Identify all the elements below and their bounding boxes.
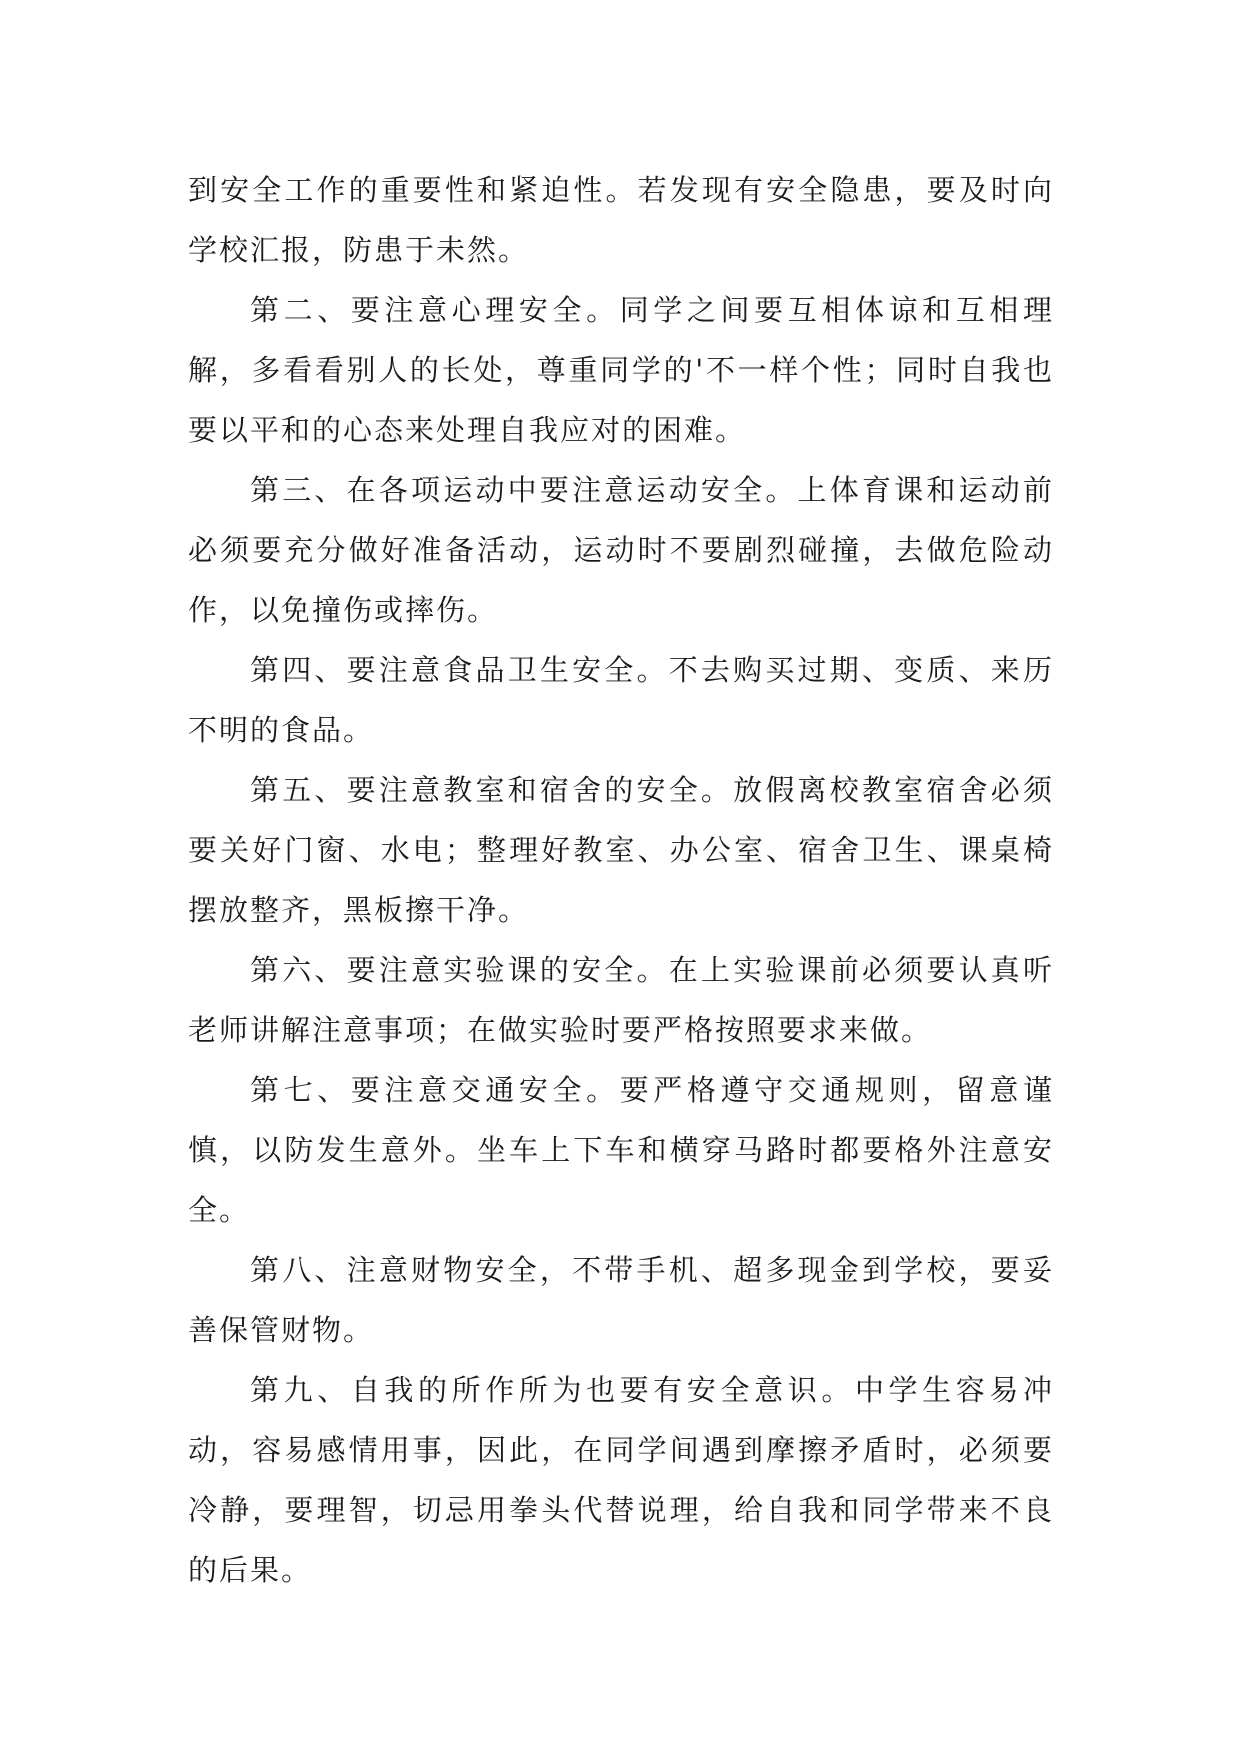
- paragraph-item-5: 第五、要注意教室和宿舍的安全。放假离校教室宿舍必须要关好门窗、水电；整理好教室、办公室、宿舍卫生、课桌椅摆放整齐，黑板擦干净。: [188, 773, 1054, 927]
- paragraph-item-7: 第七、要注意交通安全。要严格遵守交通规则，留意谨慎，以防发生意外。坐车上下车和横穿马路时都要格外注意安全。: [188, 1073, 1054, 1227]
- document-body: [188, 160, 1054, 1600]
- paragraph-continuation: 到安全工作的重要性和紧迫性。若发现有安全隐患，要及时向学校汇报，防患于未然。: [188, 173, 1054, 267]
- paragraph-item-2: 第二、要注意心理安全。同学之间要互相体谅和互相理解，多看看别人的长处，尊重同学的'不一样个性；同时自我也要以平和的心态来处理自我应对的困难。: [188, 293, 1054, 447]
- paragraph-item-4: 第四、要注意食品卫生安全。不去购买过期、变质、来历不明的食品。: [188, 653, 1054, 747]
- paragraph-item-8: 第八、注意财物安全，不带手机、超多现金到学校，要妥善保管财物。: [188, 1253, 1054, 1347]
- paragraph-item-6: 第六、要注意实验课的安全。在上实验课前必须要认真听老师讲解注意事项；在做实验时要严格按照要求来做。: [188, 953, 1054, 1047]
- paragraph-item-9: 第九、自我的所作所为也要有安全意识。中学生容易冲动，容易感情用事，因此，在同学间遇到摩擦矛盾时，必须要冷静，要理智，切忌用拳头代替说理，给自我和同学带来不良的后果。: [188, 1373, 1054, 1587]
- paragraph-item-3: 第三、在各项运动中要注意运动安全。上体育课和运动前必须要充分做好准备活动，运动时不要剧烈碰撞，去做危险动作，以免撞伤或摔伤。: [188, 473, 1054, 627]
